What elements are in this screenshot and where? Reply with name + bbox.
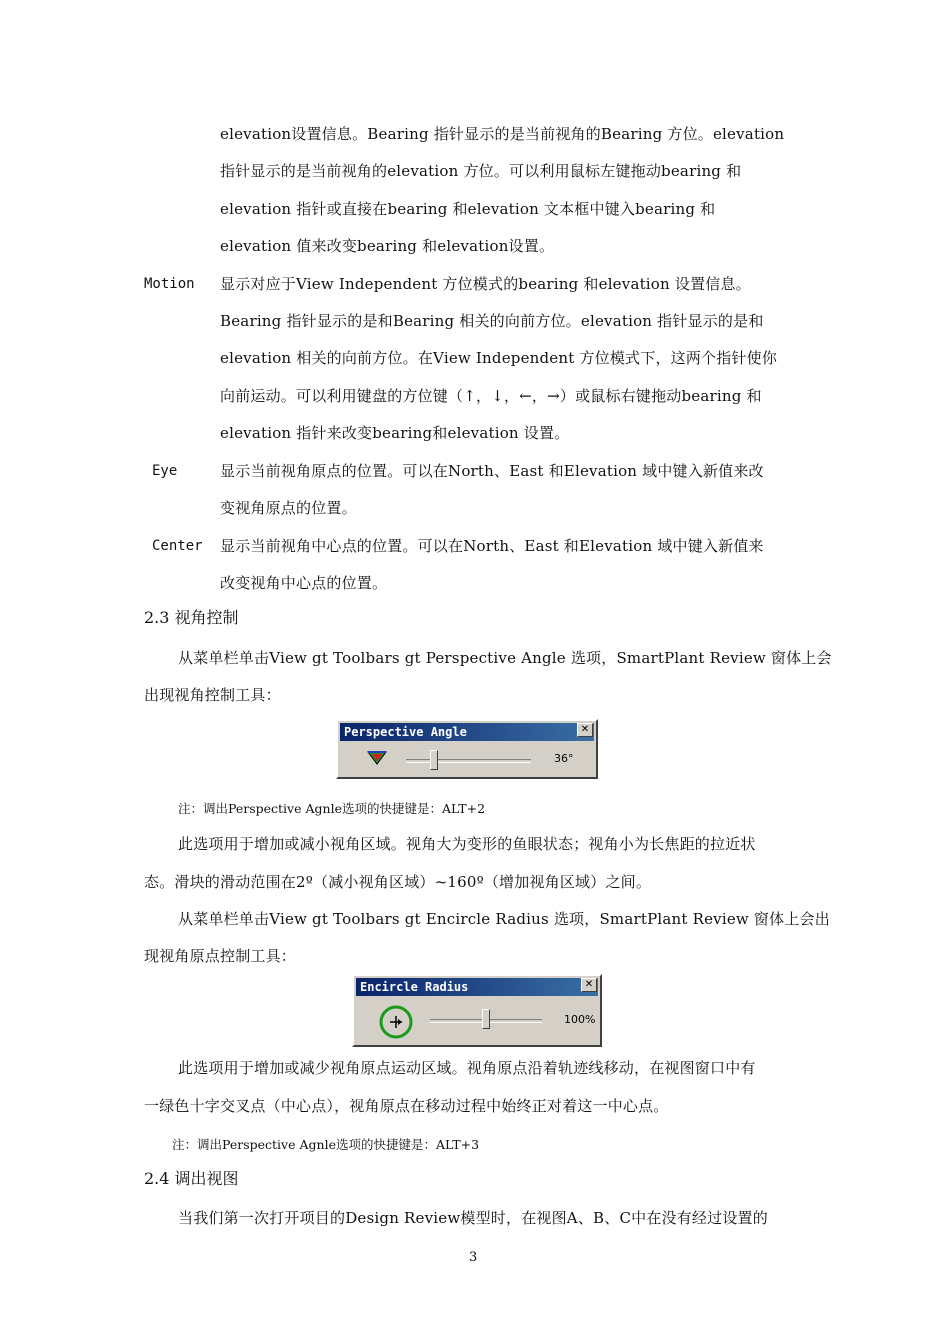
perspective-slider-thumb[interactable]	[430, 750, 438, 770]
text-line: 一绿色十字交叉点（中心点），视角原点在移动过程中始终正对着这一中心点。	[144, 1097, 669, 1115]
section-heading: 2.4 调出视图	[144, 1169, 239, 1188]
angle-readout: 36°	[554, 752, 574, 765]
text-line: elevation 指针或直接在bearing 和elevation 文本框中键入bearing 和	[220, 200, 716, 218]
page-number: 3	[469, 1250, 478, 1265]
text-line: 从菜单栏单击View gt Toolbars gt Perspective Angle 选项，SmartPlant Review 窗体上会	[178, 649, 832, 667]
encircle-slider-thumb[interactable]	[482, 1009, 490, 1029]
term-label-center: Center	[152, 538, 203, 554]
text-line: 此选项用于增加或减少视角原点运动区域。视角原点沿着轨迹线移动，在视图窗口中有	[178, 1059, 756, 1077]
text-line: 出现视角控制工具：	[144, 686, 281, 704]
toolbar-title: Encircle Radius	[356, 978, 598, 996]
text-line: Bearing 指针显示的是和Bearing 相关的向前方位。elevation 指针显示的是和	[220, 312, 764, 330]
toolbar-title: Perspective Angle	[340, 723, 594, 741]
term-label-eye: Eye	[152, 463, 178, 479]
close-button[interactable]: ✕	[581, 978, 597, 992]
text-line: 变视角原点的位置。	[220, 499, 357, 517]
text-line: 从菜单栏单击View gt Toolbars gt Encircle Radius 选项，SmartPlant Review 窗体上会出	[178, 910, 830, 928]
encircle-radius-toolbar	[352, 974, 602, 1047]
text-line: elevation 值来改变bearing 和elevation设置。	[220, 237, 555, 255]
term-label-motion: Motion	[144, 276, 195, 292]
text-line: 态。滑块的滑动范围在2º（减小视角区域）~160º（增加视角区域）之间。	[144, 873, 652, 891]
text-line: 当我们第一次打开项目的Design Review模型时，在视图A、B、C中在没有经过设置的	[178, 1209, 768, 1227]
perspective-icon	[366, 749, 388, 767]
text-line: 显示当前视角中心点的位置。可以在North、East 和Elevation 域中键入新值来	[220, 537, 764, 555]
text-line: 显示当前视角原点的位置。可以在North、East 和Elevation 域中键入新值来改	[220, 462, 764, 480]
section-heading: 2.3 视角控制	[144, 608, 239, 627]
text-line: 显示对应于View Independent 方位模式的bearing 和elevation 设置信息。	[220, 275, 751, 293]
encircle-icon	[378, 1004, 414, 1040]
text-line: elevation设置信息。Bearing 指针显示的是当前视角的Bearing 方位。elevation	[220, 125, 785, 143]
text-line: 此选项用于增加或减小视角区域。视角大为变形的鱼眼状态；视角小为长焦距的拉近状	[178, 835, 756, 853]
text-line: 改变视角中心点的位置。	[220, 574, 388, 592]
note: 注：调出Perspective Agnle选项的快捷键是：ALT+2	[178, 801, 486, 816]
text-line: elevation 指针来改变bearing和elevation 设置。	[220, 424, 570, 442]
text-line: 指针显示的是当前视角的elevation 方位。可以利用鼠标左键拖动bearing 和	[220, 162, 742, 180]
note: 注：调出Perspective Agnle选项的快捷键是：ALT+3	[172, 1137, 480, 1152]
text-line: 现视角原点控制工具：	[144, 947, 297, 965]
text-line: elevation 相关的向前方位。在View Independent 方位模式下，这两个指针使你	[220, 349, 778, 367]
slider-track	[406, 759, 531, 763]
close-button[interactable]: ✕	[577, 723, 593, 737]
perspective-angle-toolbar	[336, 719, 598, 779]
radius-readout: 100%	[564, 1013, 596, 1026]
text-line: 向前运动。可以利用键盘的方位键（↑，↓，←，→）或鼠标右键拖动bearing 和	[220, 387, 762, 405]
